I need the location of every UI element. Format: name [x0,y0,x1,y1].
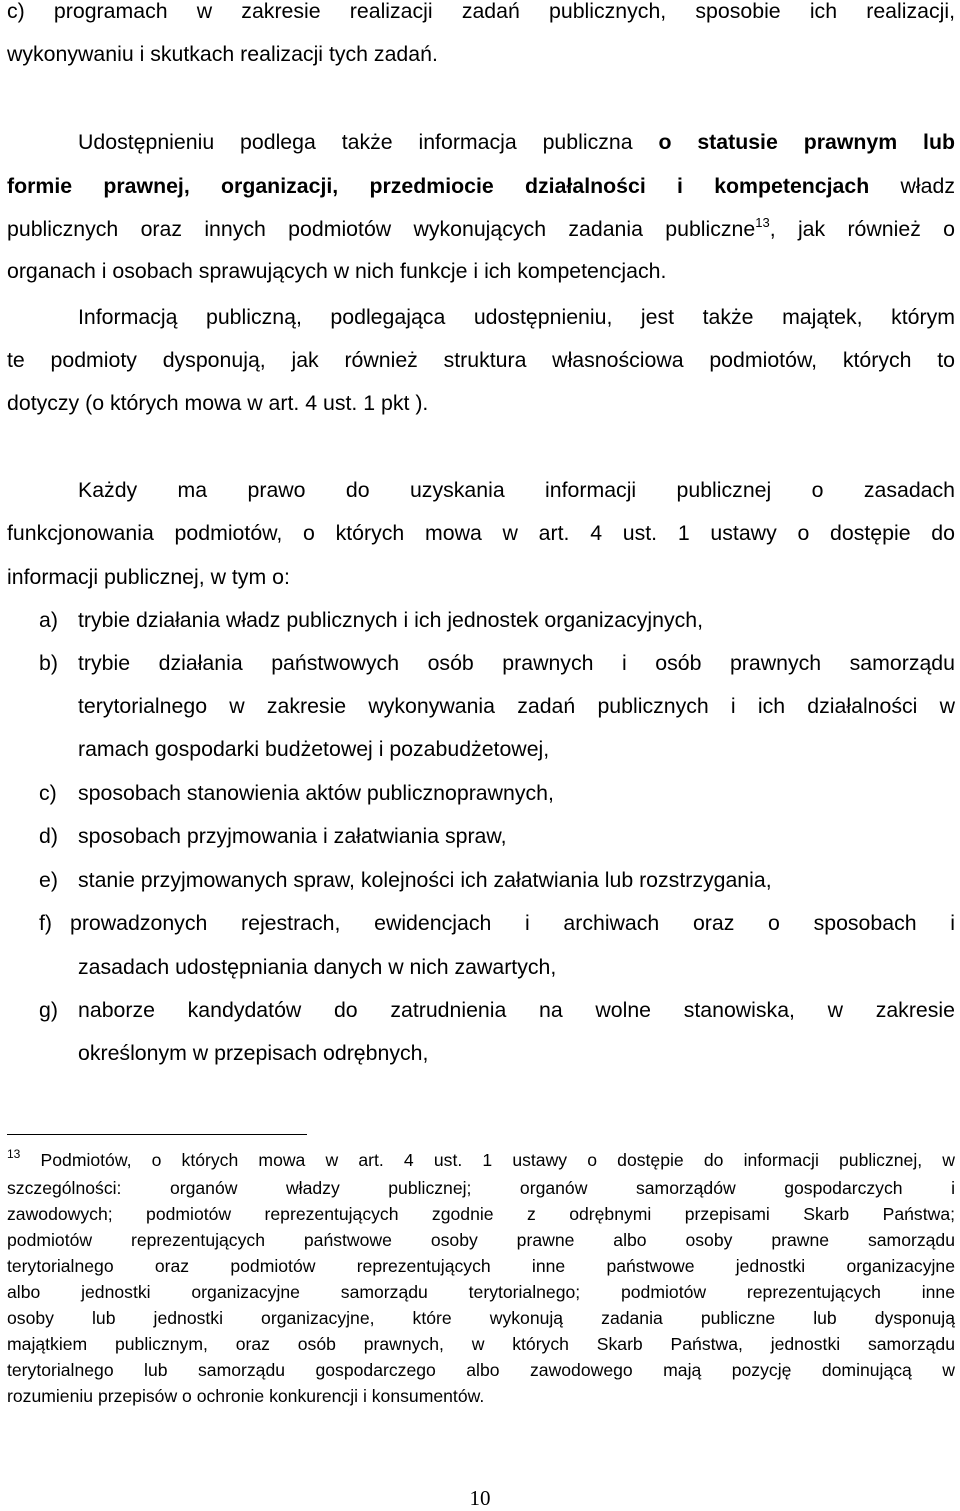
paragraph-line: Każdy ma prawo do uzyskania informacji publicznej o zasadach [78,478,955,502]
paragraph-line: informacji publicznej, w tym o: [7,565,290,589]
footnote-line: zawodowych; podmiotów reprezentujących zgodnie z odrębnymi przepisami Skarb Państwa; [7,1204,955,1224]
list-item-marker: f) [39,911,53,935]
list-item-line: terytorialnego w zakresie wykonywania zadań publicznych i ich działalności w [78,694,955,718]
list-item-line: ramach gospodarki budżetowej i pozabudżetowej, [78,737,550,761]
paragraph-line: te podmioty dysponują, jak również struktura własnościowa podmiotów, których to [7,348,955,372]
footnote-line: szczególności: organów władzy publicznej; organów samorządów gospodarczych i [7,1178,955,1198]
list-item-line: stanie przyjmowanych spraw, kolejności ich załatwiania lub rozstrzygania, [78,868,772,892]
list-item-line: zasadach udostępniania danych w nich zawartych, [78,955,557,979]
paragraph-line: Informacją publiczną, podlegająca udostępnieniu, jest także majątek, którym [78,305,955,329]
text-run: władz [869,174,955,198]
footnote-line: terytorialnego lub samorządu gospodarczego albo zawodowego mają pozycję dominującą w [7,1360,955,1380]
text-run: , jak również o [769,217,956,241]
bold-text-run: formie prawnej, organizacji, przedmiocie działalności i kompetencjach [7,174,870,198]
footnote-line: osoby lub jednostki organizacyjne, które wykonują zadania publiczne lub dysponują [7,1308,955,1328]
footnote-reference[interactable]: 13 [755,215,770,230]
list-item-line: trybie działania państwowych osób prawnych i osób prawnych samorządu [78,651,955,675]
list-item-marker: g) [39,998,58,1022]
list-item-line: określonym w przepisach odrębnych, [78,1041,429,1065]
list-item-marker: c) [39,781,57,805]
paragraph-line [7,217,955,242]
paragraph-line [7,130,955,155]
footnote-line: podmiotów reprezentujących państwowe osoby prawne albo osoby prawne samorządu [7,1230,955,1250]
list-item-line: prowadzonych rejestrach, ewidencjach i archiwach oraz o sposobach i [70,911,955,935]
page-number: 10 [469,1486,491,1510]
footnote-line: rozumieniu przepisów o ochronie konkurencji i konsumentów. [7,1386,485,1406]
paragraph-line: dotyczy (o których mowa w art. 4 ust. 1 pkt ). [7,391,429,415]
list-item-line: sposobach przyjmowania i załatwiania spraw, [78,824,507,848]
paragraph-line: funkcjonowania podmiotów, o których mowa w art. 4 ust. 1 ustawy o dostępie do [7,521,955,545]
footnote-line [7,1147,955,1171]
footnote-line: albo jednostki organizacyjne samorządu terytorialnego; podmiotów reprezentujących inne [7,1282,955,1302]
top-item-line: c) programach w zakresie realizacji zadań publicznych, sposobie ich realizacji, [7,0,955,23]
list-item-line: naborze kandydatów do zatrudnienia na wolne stanowiska, w zakresie [78,998,955,1022]
list-item-marker: e) [39,868,58,892]
footnote-line: majątkiem publicznym, oraz osób prawnych, w których Skarb Państwa, jednostki samorządu [7,1334,955,1354]
list-item-line: sposobach stanowienia aktów publicznoprawnych, [78,781,554,805]
paragraph-line [7,174,955,199]
list-item-marker: a) [39,608,58,632]
list-item-marker: d) [39,824,58,848]
bold-text-run: o statusie prawnym lub [658,130,955,154]
text-run: Podmiotów, o których mowa w art. 4 ust. 1 ustawy o dostępie do informacji publicznej, w [20,1150,955,1170]
top-item-line: wykonywaniu i skutkach realizacji tych zadań. [7,42,438,66]
footnote-separator [7,1134,307,1135]
list-item-marker: b) [39,651,58,675]
footnote-number: 13 [7,1147,21,1161]
paragraph-line: organach i osobach sprawujących w nich funkcje i ich kompetencjach. [7,259,667,283]
list-item-line: trybie działania władz publicznych i ich jednostek organizacyjnych, [78,608,704,632]
text-run: Udostępnieniu podlega także informacja publiczna [78,130,659,154]
text-run: publicznych oraz innych podmiotów wykonujących zadania publiczne [7,217,756,241]
footnote-line: terytorialnego oraz podmiotów reprezentujących inne państwowe jednostki organizacyjne [7,1256,955,1276]
